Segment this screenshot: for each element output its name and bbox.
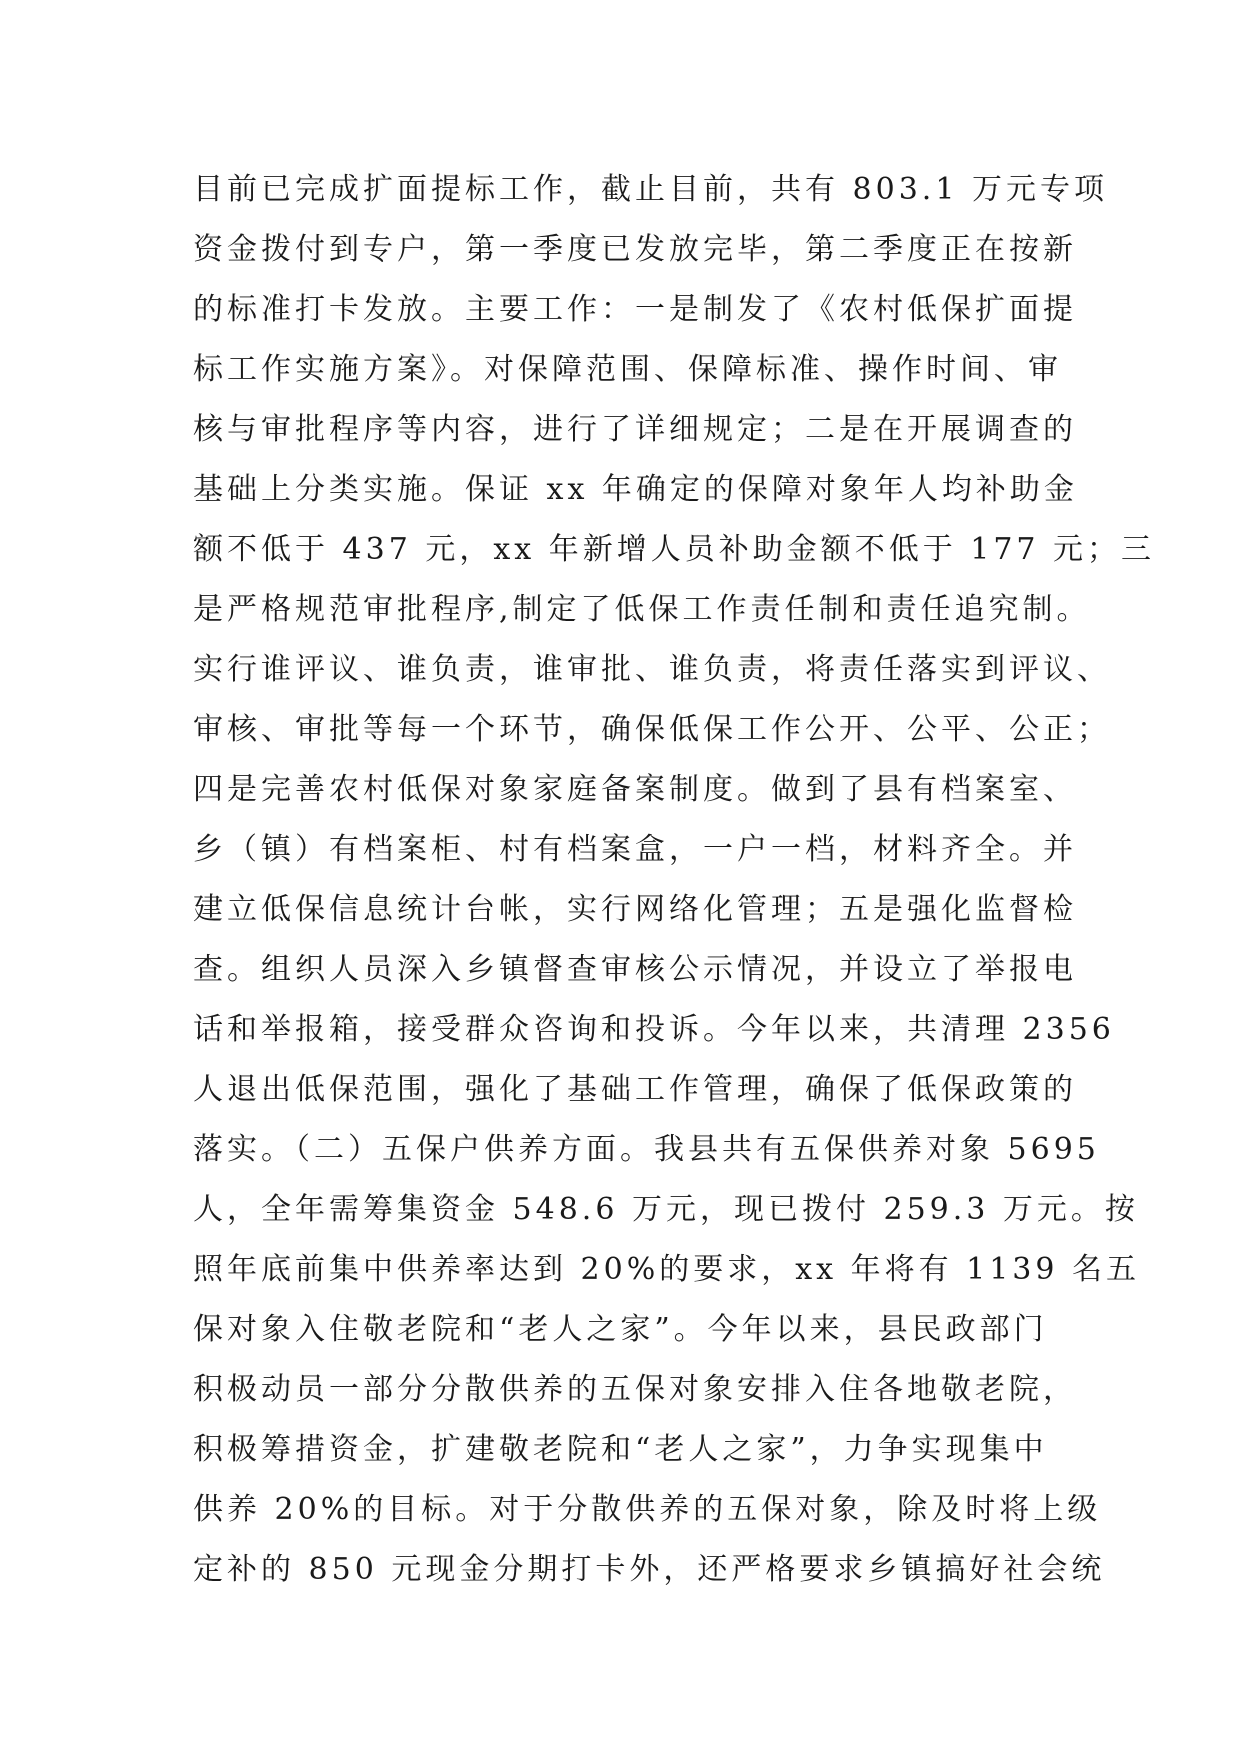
text-line: 四是完善农村低保对象家庭备案制度。做到了县有档案室、	[193, 772, 1077, 807]
text-line: 的标准打卡发放。主要工作：一是制发了《农村低保扩面提	[193, 292, 1077, 327]
text-line: 话和举报箱，接受群众咨询和投诉。今年以来，共清理 2356	[193, 1012, 1115, 1047]
text-line: 照年底前集中供养率达到 20%的要求，xx 年将有 1139 名五	[193, 1252, 1141, 1287]
text-line: 人退出低保范围，强化了基础工作管理，确保了低保政策的	[193, 1072, 1077, 1107]
text-line: 乡（镇）有档案柜、村有档案盒，一户一档，材料齐全。并	[193, 832, 1077, 867]
text-line: 积极动员一部分分散供养的五保对象安排入住各地敬老院，	[193, 1372, 1077, 1407]
text-line: 是严格规范审批程序,制定了低保工作责任制和责任追究制。	[193, 592, 1091, 627]
text-line: 目前已完成扩面提标工作，截止目前，共有 803.1 万元专项	[193, 172, 1108, 207]
text-line: 查。组织人员深入乡镇督查审核公示情况，并设立了举报电	[193, 952, 1077, 987]
text-line: 核与审批程序等内容，进行了详细规定；二是在开展调查的	[193, 412, 1077, 447]
text-line: 标工作实施方案》。对保障范围、保障标准、操作时间、审	[193, 352, 1062, 387]
text-line: 建立低保信息统计台帐，实行网络化管理；五是强化监督检	[193, 892, 1077, 927]
text-line: 人，全年需筹集资金 548.6 万元，现已拨付 259.3 万元。按	[193, 1192, 1139, 1227]
text-line: 积极筹措资金，扩建敬老院和“老人之家”，力争实现集中	[193, 1432, 1048, 1467]
text-line: 资金拨付到专户，第一季度已发放完毕，第二季度正在按新	[193, 232, 1077, 267]
text-line: 定补的 850 元现金分期打卡外，还严格要求乡镇搞好社会统	[193, 1552, 1106, 1587]
text-line: 额不低于 437 元，xx 年新增人员补助金额不低于 177 元；三	[193, 532, 1156, 567]
body-text	[193, 160, 1156, 1600]
text-line: 供养 20%的目标。对于分散供养的五保对象，除及时将上级	[193, 1492, 1102, 1527]
text-line: 保对象入住敬老院和“老人之家”。今年以来，县民政部门	[193, 1312, 1048, 1347]
text-line: 落实。（二）五保户供养方面。我县共有五保供养对象 5695	[193, 1132, 1100, 1167]
text-line: 审核、审批等每一个环节，确保低保工作公开、公平、公正；	[193, 712, 1111, 747]
text-line: 实行谁评议、谁负责，谁审批、谁负责，将责任落实到评议、	[193, 652, 1111, 687]
text-line: 基础上分类实施。保证 xx 年确定的保障对象年人均补助金	[193, 472, 1078, 507]
